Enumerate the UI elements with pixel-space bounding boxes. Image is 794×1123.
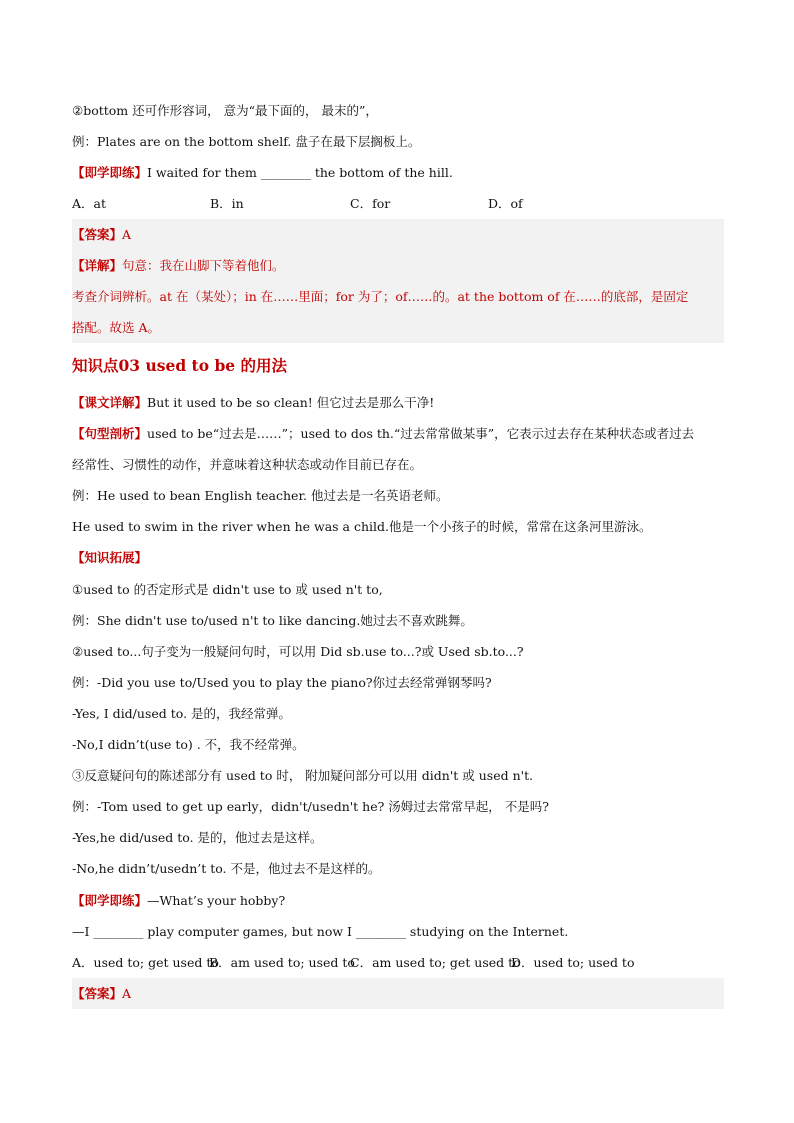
example-line: 例：She didn't use to/used n't to like dancing.她过去不喜欢跳舞。 [72,613,473,628]
answer-value: A [122,227,132,242]
example-line: -Yes,he did/used to. 是的，他过去是这样。 [72,830,323,845]
answer-tag: 【答案】 [72,227,123,242]
sentence-analysis-line-2: 经常性、习惯性的动作，并意味着这种状态或动作目前已存在。 [72,457,423,472]
practice-2-line-2: —I ________ play computer games, but now I ________ studying on the Internet. [72,924,569,939]
option-c: C．for [350,196,391,211]
knowledge-extension [72,542,724,573]
answer-tag: 【答案】 [72,986,123,1001]
practice-2-question [72,885,724,916]
knowledge-point-3: ③反意疑问句的陈述部分有 used to 时， 附加疑问部分可以用 didn't 或 used n't. [72,768,534,783]
answer-value: A [122,986,132,1001]
text-line: ②bottom 还可作形容词， 意为“最下面的， 最末的”， [72,103,378,118]
detail-text: 句意：我在山脚下等着他们。 [122,258,285,273]
example-line: -Yes, I did/used to. 是的，我经常弹。 [72,706,292,721]
practice-text: —What’s your hobby? [147,893,286,908]
example-line: -No,I didn’t(use to) . 不，我不经常弹。 [72,737,305,752]
detail-line-3: 搭配。故选 A。 [72,312,724,343]
detail-line-2: 考查介词辨析。at 在（某处）；in 在……里面；for 为了；of……的。at the bottom of 在……的底部，是固定 [72,281,724,312]
text-explanation-body: But it used to be so clean! 但它过去是那么干净! [147,395,435,410]
answer-2 [72,978,724,1009]
practice-1-options [72,188,724,219]
knowledge-point-2: ②used to...句子变为一般疑问句时，可以用 Did sb.use to...?或 Used sb.to...? [72,644,524,659]
sentence-analysis-body: used to be“过去是……”；used to dos th.“过去常常做某事”，它表示过去存在某种状态或者过去 [147,426,695,441]
option-b: B．in [210,196,244,211]
practice-tag: 【即学即练】 [72,165,148,180]
sentence-analysis-tag: 【句型剖析】 [72,426,148,441]
section-title: 知识点03 used to be 的用法 [72,356,288,375]
text-explanation-tag: 【课文详解】 [72,395,148,410]
knowledge-extension-tag: 【知识拓展】 [72,550,148,565]
detail-1 [72,250,724,281]
example-line: 例：He used to bean English teacher. 他过去是一名英语老师。 [72,488,449,503]
practice-1-question [72,157,724,188]
option-a: A．used to; get used to [72,955,219,970]
example-line: 例：Plates are on the bottom shelf. 盘子在最下层搁板上。 [72,134,421,149]
practice-2-options [72,947,724,978]
practice-tag: 【即学即练】 [72,893,148,908]
answer-1 [72,219,724,250]
practice-text: I waited for them ________ the bottom of the hill. [147,165,453,180]
example-line: -No,he didn’t/usedn’t to. 不是，他过去不是这样的。 [72,861,381,876]
example-line: 例：-Tom used to get up early，didn't/usedn't he? 汤姆过去常常早起， 不是吗? [72,799,549,814]
text-explanation [72,387,724,418]
knowledge-point-1: ①used to 的否定形式是 didn't use to 或 used n't to, [72,582,383,597]
option-b: B．am used to; used to [209,955,355,970]
option-d: D．used to; used to [511,955,635,970]
detail-tag: 【详解】 [72,258,123,273]
option-c: C．am used to; get used to [350,955,521,970]
option-d: D．of [488,196,523,211]
sentence-analysis [72,418,724,449]
option-a: A．at [72,196,107,211]
example-line: He used to swim in the river when he was a child.他是一个小孩子的时候，常常在这条河里游泳。 [72,519,652,534]
example-line: 例：-Did you use to/Used you to play the piano?你过去经常弹钢琴吗? [72,675,492,690]
